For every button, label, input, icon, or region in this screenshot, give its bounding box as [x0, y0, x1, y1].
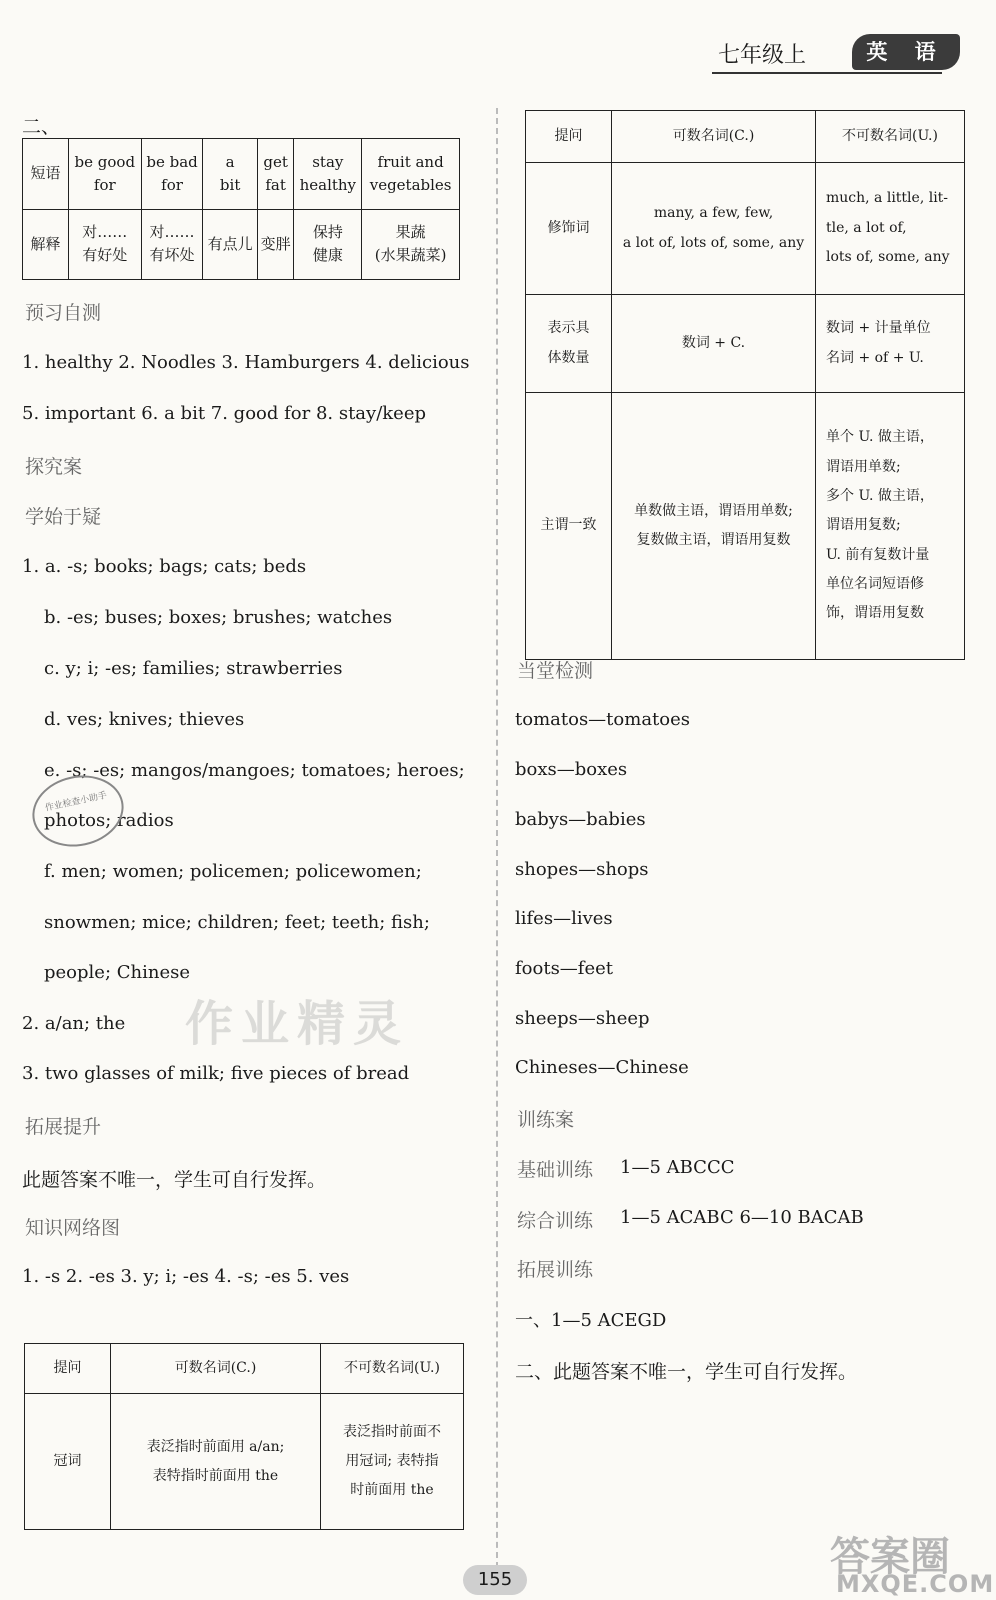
zonghe-answer: 1—5 ACABC 6—10 BACAB	[620, 1207, 864, 1228]
table-row	[526, 295, 965, 393]
noun-comparison-table	[525, 110, 965, 660]
table-cell: 单数做主语，谓语用单数; 复数做主语，谓语用复数	[612, 393, 816, 660]
dangtang-section-title: 当堂检测	[517, 660, 594, 682]
tuozhan2-section-title: 拓展训练	[517, 1259, 594, 1281]
table-header-cell: 提问	[526, 111, 612, 163]
table-cell: 短语	[23, 139, 69, 210]
table-cell: 表示具 体数量	[526, 295, 612, 393]
zonghe-label: 综合训练	[517, 1210, 594, 1232]
jichu-label: 基础训练	[517, 1159, 594, 1181]
table-row	[23, 139, 460, 210]
table-cell: 有点儿	[203, 209, 257, 280]
dangtang-line: babys—babies	[515, 809, 646, 830]
table-cell: be bad for	[141, 139, 203, 210]
header-grade: 七年级上	[718, 43, 807, 68]
tuozhan-section-title: 拓展提升	[25, 1116, 102, 1138]
table-cell: get fat	[257, 139, 294, 210]
yuxi-section-title: 预习自测	[25, 302, 102, 324]
dangtang-line: boxs—boxes	[515, 759, 628, 780]
table-cell: 解释	[23, 209, 69, 280]
watermark: 作业精灵	[185, 996, 410, 1052]
tuozhan2-line: 二、此题答案不唯一，学生可自行发挥。	[515, 1361, 858, 1383]
table-row	[23, 209, 460, 280]
xueshi-line: 2. a/an; the	[22, 1013, 126, 1034]
zhishi-section-title: 知识网络图	[25, 1217, 121, 1239]
table-header-cell: 不可数名词(U.)	[816, 111, 965, 163]
dangtang-line: lifes—lives	[515, 908, 613, 929]
zhishi-line: 1. -s 2. -es 3. y; i; -es 4. -s; -es 5. ves	[22, 1266, 350, 1287]
table-cell: many, a few, few, a lot of, lots of, some, any	[612, 163, 816, 295]
table-cell: much, a little, lit- tle, a lot of, lots of, some, any	[816, 163, 965, 295]
dangtang-line: shopes—shops	[515, 859, 649, 880]
xueshi-line: 1. a. -s; books; bags; cats; beds	[22, 556, 307, 577]
yuxi-line: 1. healthy 2. Noodles 3. Hamburgers 4. delicious	[22, 352, 470, 373]
dangtang-line: tomatos—tomatoes	[515, 709, 691, 730]
table-cell: fruit and vegetables	[362, 139, 460, 210]
tuozhan-text: 此题答案不唯一，学生可自行发挥。	[22, 1169, 327, 1191]
xueshi-line: people; Chinese	[44, 962, 190, 983]
section-two-label: 二、	[22, 116, 61, 138]
table-row	[526, 393, 965, 660]
table-cell: 主谓一致	[526, 393, 612, 660]
xueshi-line: b. -es; buses; boxes; brushes; watches	[44, 607, 393, 628]
xueshi-line: photos; radios	[44, 810, 174, 831]
dangtang-line: foots—feet	[515, 958, 614, 979]
page-number: 155	[463, 1565, 527, 1595]
site-logo: 答案圈	[830, 1534, 950, 1580]
tanjiu-section-title: 探究案	[25, 456, 83, 478]
dangtang-line: Chineses—Chinese	[515, 1057, 689, 1078]
tuozhan2-line: 一、1—5 ACEGD	[515, 1310, 667, 1331]
header-subject-badge: 英 语	[852, 34, 960, 70]
table-cell: 表泛指时前面用 a/an; 表特指时前面用 the	[111, 1394, 321, 1530]
xueshi-section-title: 学始于疑	[25, 506, 102, 528]
table-cell: 表泛指时前面不 用冠词; 表特指 时前面用 the	[321, 1394, 464, 1530]
table-cell: be good for	[69, 139, 142, 210]
xunlian-section-title: 训练案	[517, 1109, 575, 1131]
site-url: MXQE.COM	[836, 1570, 995, 1598]
xueshi-line: c. y; i; -es; families; strawberries	[44, 658, 343, 679]
table-cell: 冠词	[25, 1394, 111, 1530]
table-cell: 数词 + C.	[612, 295, 816, 393]
jichu-answer: 1—5 ABCCC	[620, 1157, 735, 1178]
table-cell: 对…… 有坏处	[141, 209, 203, 280]
table-cell: 保持 健康	[294, 209, 362, 280]
table-header-cell: 提问	[25, 1344, 111, 1394]
table-row	[25, 1394, 464, 1530]
table-row	[25, 1344, 464, 1394]
table-cell: 数词 + 计量单位 名词 + of + U.	[816, 295, 965, 393]
header-underline	[712, 72, 942, 74]
table-cell: 修饰词	[526, 163, 612, 295]
table-row	[526, 111, 965, 163]
table-cell: stay healthy	[294, 139, 362, 210]
table-cell: a bit	[203, 139, 257, 210]
xueshi-line: 3. two glasses of milk; five pieces of bread	[22, 1063, 410, 1084]
xueshi-line: e. -s; -es; mangos/mangoes; tomatoes; heroes;	[44, 760, 465, 781]
table-header-cell: 可数名词(C.)	[612, 111, 816, 163]
table-row	[526, 163, 965, 295]
article-table	[24, 1343, 464, 1530]
table-cell: 果蔬 (水果蔬菜)	[362, 209, 460, 280]
table-cell: 单个 U. 做主语， 谓语用单数; 多个 U. 做主语， 谓语用复数; U. 前有复数计量 单位名词短语修 饰，谓语用复数	[816, 393, 965, 660]
table-cell: 变胖	[257, 209, 294, 280]
xueshi-line: snowmen; mice; children; feet; teeth; fish;	[44, 912, 430, 933]
dangtang-line: sheeps—sheep	[515, 1008, 650, 1029]
xueshi-line: f. men; women; policemen; policewomen;	[44, 861, 422, 882]
yuxi-line: 5. important 6. a bit 7. good for 8. stay/keep	[22, 403, 427, 424]
table-header-cell: 可数名词(C.)	[111, 1344, 321, 1394]
xueshi-line: d. ves; knives; thieves	[44, 709, 245, 730]
checker-stamp: 作业检查小助手	[26, 767, 131, 855]
table-cell: 对…… 有好处	[69, 209, 142, 280]
column-divider	[496, 108, 498, 1578]
phrase-table	[22, 138, 460, 280]
table-header-cell: 不可数名词(U.)	[321, 1344, 464, 1394]
